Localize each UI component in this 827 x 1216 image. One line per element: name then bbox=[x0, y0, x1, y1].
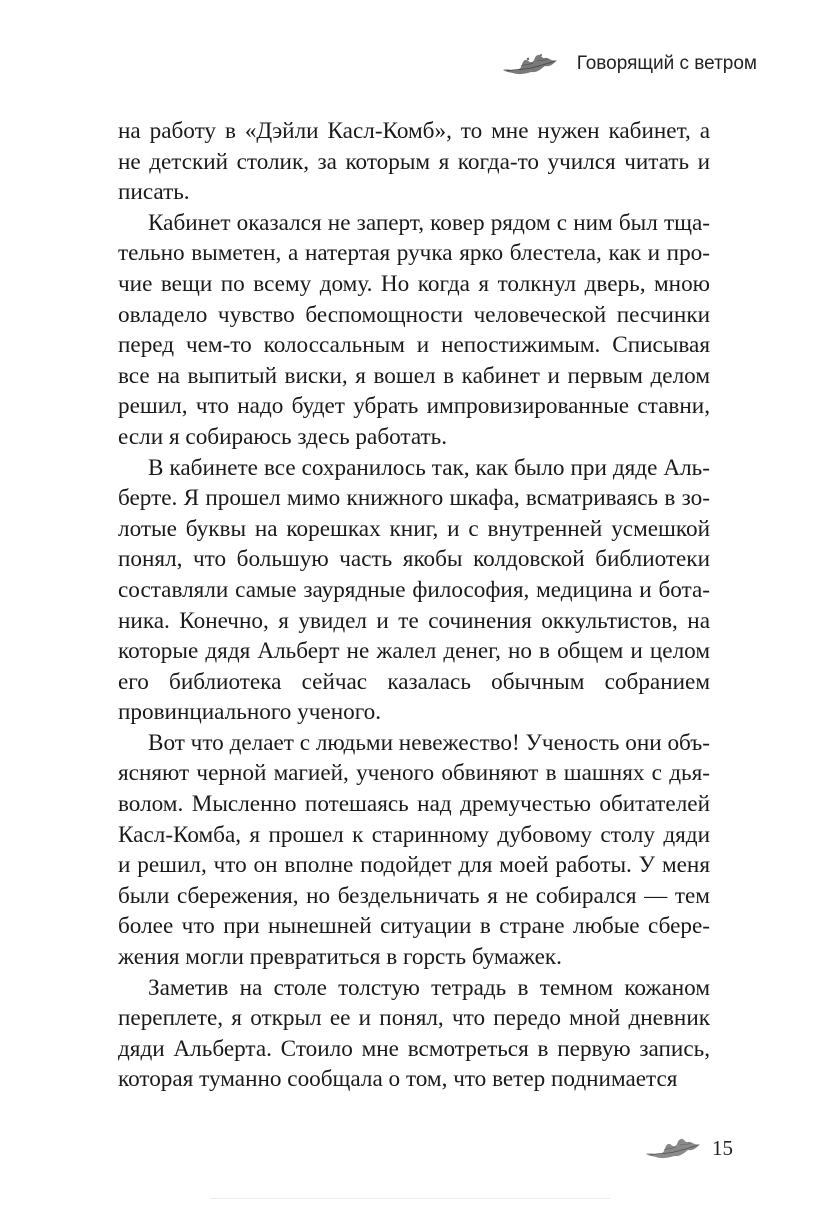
page-number: 15 bbox=[712, 1135, 733, 1160]
bottom-divider bbox=[210, 1198, 610, 1199]
paragraph: на работу в «Дэйли Касл-Комб», то мне нужен кабинет, а не детский столик, за которым я когда-то учился читать и писать. bbox=[118, 118, 710, 206]
running-header bbox=[501, 50, 757, 78]
page-footer bbox=[644, 1134, 733, 1162]
paragraph: Вот что делает с людьми невежество! Ученость они объясняют черной магией, ученого обвиняют в шашнях с дьяволом. Мысленно потешаясь над дремучестью обитателей Касл-Комба, я прошел к старинному дубовому столу дяди и решил, что он вполне подойдет для моей работы. У меня были сбережения, но бездельничать я не собирался — тем более что при нынешней ситуации в стране любые сбережения могли превратиться в горсть бумажек. bbox=[118, 729, 711, 971]
running-header-title: Говорящий с ветром bbox=[576, 53, 757, 74]
paragraph: В кабинете все сохранилось так, как было при дяде Альберте. Я прошел мимо книжного шкафа, всматриваясь в золотые буквы на корешках книг, и с внутренней усмешкой понял, что большую часть якобы колдовской библиотеки составляли самые заурядные философия, медицина и ботаника. Конечно, я увидел и те сочинения оккультистов, на которые дядя Альберт не жалел денег, но в общем и целом его библиотека сейчас казалась обычным собранием провинциального ученого. bbox=[118, 454, 710, 726]
paragraph: Заметив на столе толстую тетрадь в темном кожаном переплете, я открыл ее и понял, что передо мной дневник дяди Альберта. Стоило мне всмотреться в первую запись, которая туманно сообщала о том, что ветер поднимается bbox=[118, 974, 710, 1093]
wind-flourish-icon bbox=[501, 50, 559, 78]
paragraph: Кабинет оказался не заперт, ковер рядом с ним был тщательно выметен, а натертая ручка ярко блестела, как и прочие вещи по всему дому. Но когда я толкнул дверь, мною овладело чувство беспомощности человеческой песчинки перед чем-то колоссальным и непостижимым. Списывая все на выпитый виски, я вошел в кабинет и первым делом решил, что надо будет убрать импровизированные ставни, если я собираюсь здесь работать. bbox=[118, 209, 710, 450]
wind-flourish-icon bbox=[644, 1134, 702, 1162]
page-body bbox=[118, 116, 710, 1095]
